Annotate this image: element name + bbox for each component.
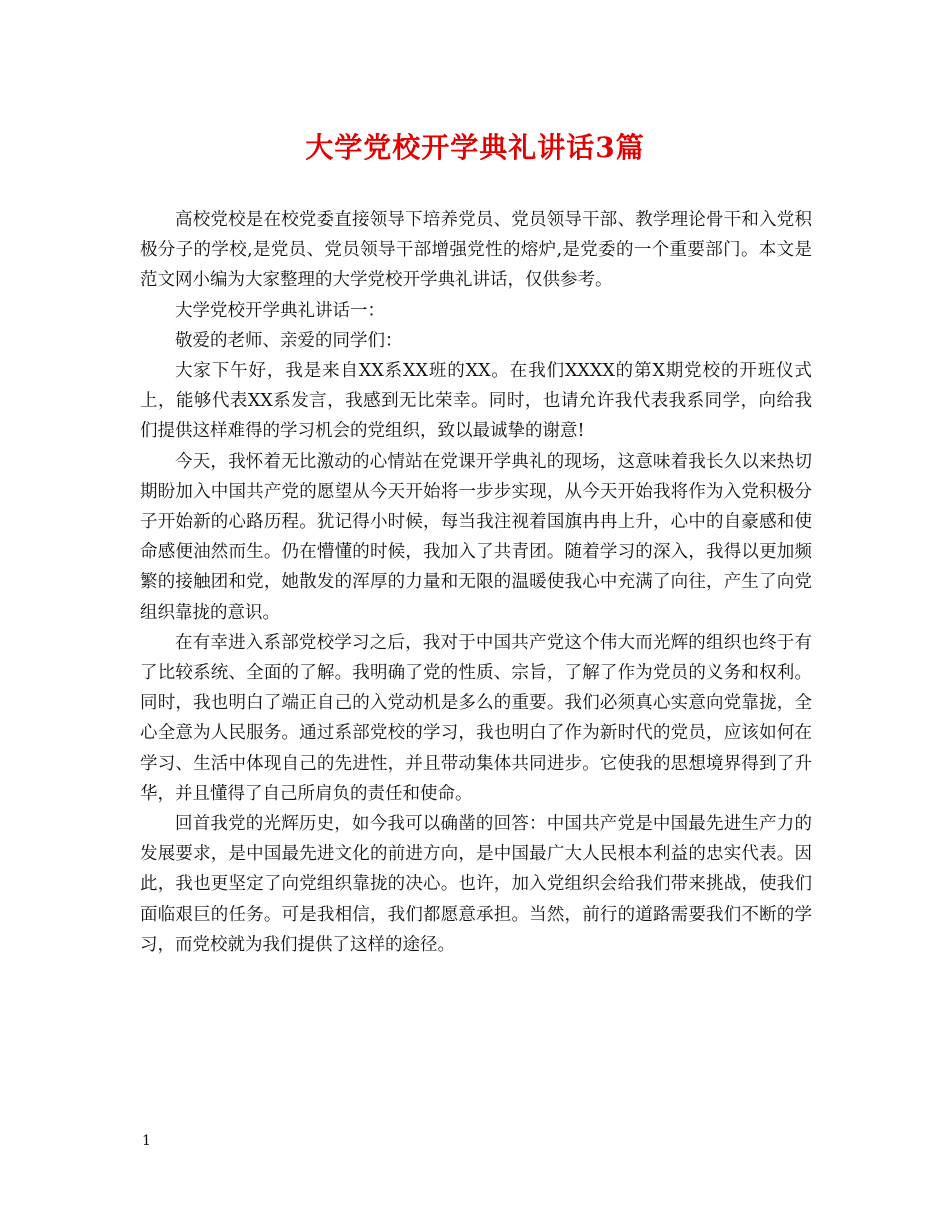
body-paragraph: 今天，我怀着无比激动的心情站在党课开学典礼的现场，这意味着我长久以来热切期盼加入中国共产党的愿望从今天开始将一步步实现，从今天开始我将作为入党积极分子开始新的心路历程。犹记得小时候，每当我注视着国旗冉冉上升，心中的自豪感和使命感便油然而生。仍在懵懂的时候，我加入了共青团。随着学习的深入，我得以更加频繁的接触团和党，她散发的浑厚的力量和无限的温暖使我心中充满了向往，产生了向党组织靠拢的意识。 bbox=[140, 451, 812, 623]
intro-paragraph: 高校党校是在校党委直接领导下培养党员、党员领导干部、教学理论骨干和入党积极分子的学校,是党员、党员领导干部增强党性的熔炉,是党委的一个重要部门。本文是范文网小编为大家整理的大学党校开学典礼讲话，仅供参考。 bbox=[140, 210, 812, 291]
document-body bbox=[140, 205, 812, 960]
document-title: 大学党校开学典礼讲话3篇 bbox=[305, 131, 645, 164]
section-heading: 大学党校开学典礼讲话一： bbox=[175, 300, 385, 321]
salutation: 敬爱的老师、亲爱的同学们： bbox=[175, 330, 403, 351]
body-paragraph: 大家下午好，我是来自XX系XX班的XX。在我们XXXX的第X期党校的开班仪式上，能够代表XX系发言，我感到无比荣幸。同时，也请允许我代表我系同学，向给我们提供这样难得的学习机会的党组织，致以最诚挚的谢意! bbox=[140, 361, 812, 442]
body-paragraph: 回首我党的光辉历史，如今我可以确凿的回答：中国共产党是中国最先进生产力的发展要求，是中国最先进文化的前进方向，是中国最广大人民根本利益的忠实代表。因此，我也更坚定了向党组织靠拢的决心。也许，加入党组织会给我们带来挑战，使我们面临艰巨的任务。可是我相信，我们都愿意承担。当然，前行的道路需要我们不断的学习，而党校就为我们提供了这样的途径。 bbox=[140, 814, 812, 955]
body-paragraph: 在有幸进入系部党校学习之后，我对于中国共产党这个伟大而光辉的组织也终于有了比较系统、全面的了解。我明确了党的性质、宗旨，了解了作为党员的义务和权利。同时，我也明白了端正自己的入党动机是多么的重要。我们必须真心实意向党靠拢，全心全意为人民服务。通过系部党校的学习，我也明白了作为新时代的党员，应该如何在学习、生活中体现自己的先进性，并且带动集体共同进步。它使我的思想境界得到了升华，并且懂得了自己所肩负的责任和使命。 bbox=[140, 632, 812, 804]
page-number: 1 bbox=[142, 1133, 151, 1149]
